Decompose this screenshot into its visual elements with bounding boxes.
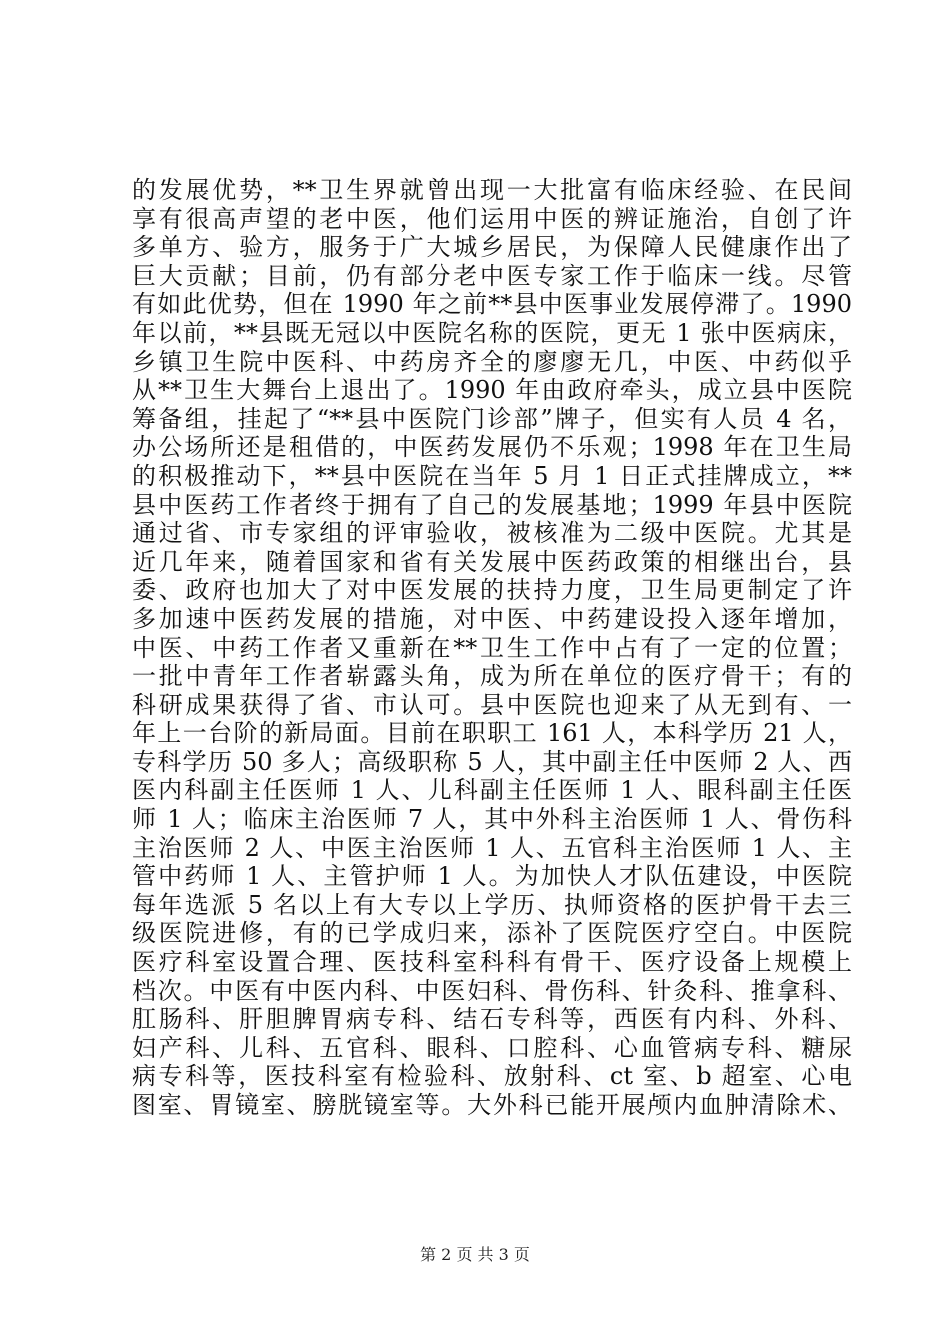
body-text-line: 的发展优势，**卫生界就曾出现一大批富有临床经验、在民间 (132, 176, 852, 204)
body-text-line: 管中药师 1 人、主管护师 1 人。为加快人才队伍建设，中医院 (132, 862, 852, 891)
body-text-line: 每年选派 5 名以上有大专以上学历、执师资格的医护骨干去三 (132, 890, 852, 919)
body-text-line: 乡镇卫生院中医科、中药房齐全的廖廖无几，中医、中药似乎 (132, 347, 852, 376)
body-text-line: 委、政府也加大了对中医发展的扶持力度，卫生局更制定了许 (132, 576, 852, 605)
body-text-line: 多加速中医药发展的措施，对中医、中药建设投入逐年增加， (132, 604, 852, 633)
body-text-line: 近几年来，随着国家和省有关发展中医药政策的相继出台，县 (132, 547, 852, 576)
body-text-line: 办公场所还是租借的，中医药发展仍不乐观；1998 年在卫生局 (132, 433, 852, 462)
body-text-line: 从**卫生大舞台上退出了。1990 年由政府牵头，成立县中医院 (132, 376, 852, 405)
body-text-line: 档次。中医有中医内科、中医妇科、骨伤科、针灸科、推拿科、 (132, 976, 852, 1005)
body-text-line: 通过省、市专家组的评审验收，被核准为二级中医院。尤其是 (132, 519, 852, 548)
body-text-line: 病专科等，医技科室有检验科、放射科、ct 室、b 超室、心电 (132, 1062, 852, 1091)
body-text-line: 年以前，**县既无冠以中医院名称的医院，更无 1 张中医病床， (132, 318, 852, 347)
body-text-line: 肛肠科、肝胆脾胃病专科、结石专科等，西医有内科、外科、 (132, 1005, 852, 1034)
body-text-line: 巨大贡献；目前，仍有部分老中医专家工作于临床一线。尽管 (132, 261, 852, 290)
body-text-line: 的积极推动下，**县中医院在当年 5 月 1 日正式挂牌成立，** (132, 461, 852, 490)
body-text-line: 医疗科室设置合理、医技科室科科有骨干、医疗设备上规模上 (132, 948, 852, 977)
page-footer: 第 2 页 共 3 页 (420, 1245, 530, 1264)
body-text-line: 主治医师 2 人、中医主治医师 1 人、五官科主治医师 1 人、主 (132, 833, 852, 862)
body-text-line: 科研成果获得了省、市认可。县中医院也迎来了从无到有、一 (132, 690, 852, 719)
body-text-line: 专科学历 50 多人；高级职称 5 人，其中副主任中医师 2 人、西 (132, 747, 852, 776)
body-text-line: 筹备组，挂起了“**县中医院门诊部”牌子，但实有人员 4 名， (132, 404, 852, 433)
body-text-line: 有如此优势，但在 1990 年之前**县中医事业发展停滞了。1990 (132, 290, 852, 319)
body-text (132, 176, 852, 1120)
body-text-line: 享有很高声望的老中医，他们运用中医的辨证施治，自创了许 (132, 204, 852, 233)
body-text-line: 师 1 人；临床主治医师 7 人，其中外科主治医师 1 人、骨伤科 (132, 805, 852, 834)
body-text-line: 图室、胃镜室、膀胱镜室等。大外科已能开展颅内血肿清除术、 (132, 1091, 852, 1119)
body-text-line: 妇产科、儿科、五官科、眼科、口腔科、心血管病专科、糖尿 (132, 1033, 852, 1062)
body-text-line: 县中医药工作者终于拥有了自己的发展基地；1999 年县中医院 (132, 490, 852, 519)
body-text-line: 一批中青年工作者崭露头角，成为所在单位的医疗骨干；有的 (132, 662, 852, 691)
body-text-line: 医内科副主任医师 1 人、儿科副主任医师 1 人、眼科副主任医 (132, 776, 852, 805)
body-text-line: 年上一台阶的新局面。目前在职职工 161 人，本科学历 21 人， (132, 719, 852, 748)
body-text-line: 级医院进修，有的已学成归来，添补了医院医疗空白。中医院 (132, 919, 852, 948)
body-text-line: 中医、中药工作者又重新在**卫生工作中占有了一定的位置； (132, 633, 852, 662)
body-text-line: 多单方、验方，服务于广大城乡居民，为保障人民健康作出了 (132, 233, 852, 262)
